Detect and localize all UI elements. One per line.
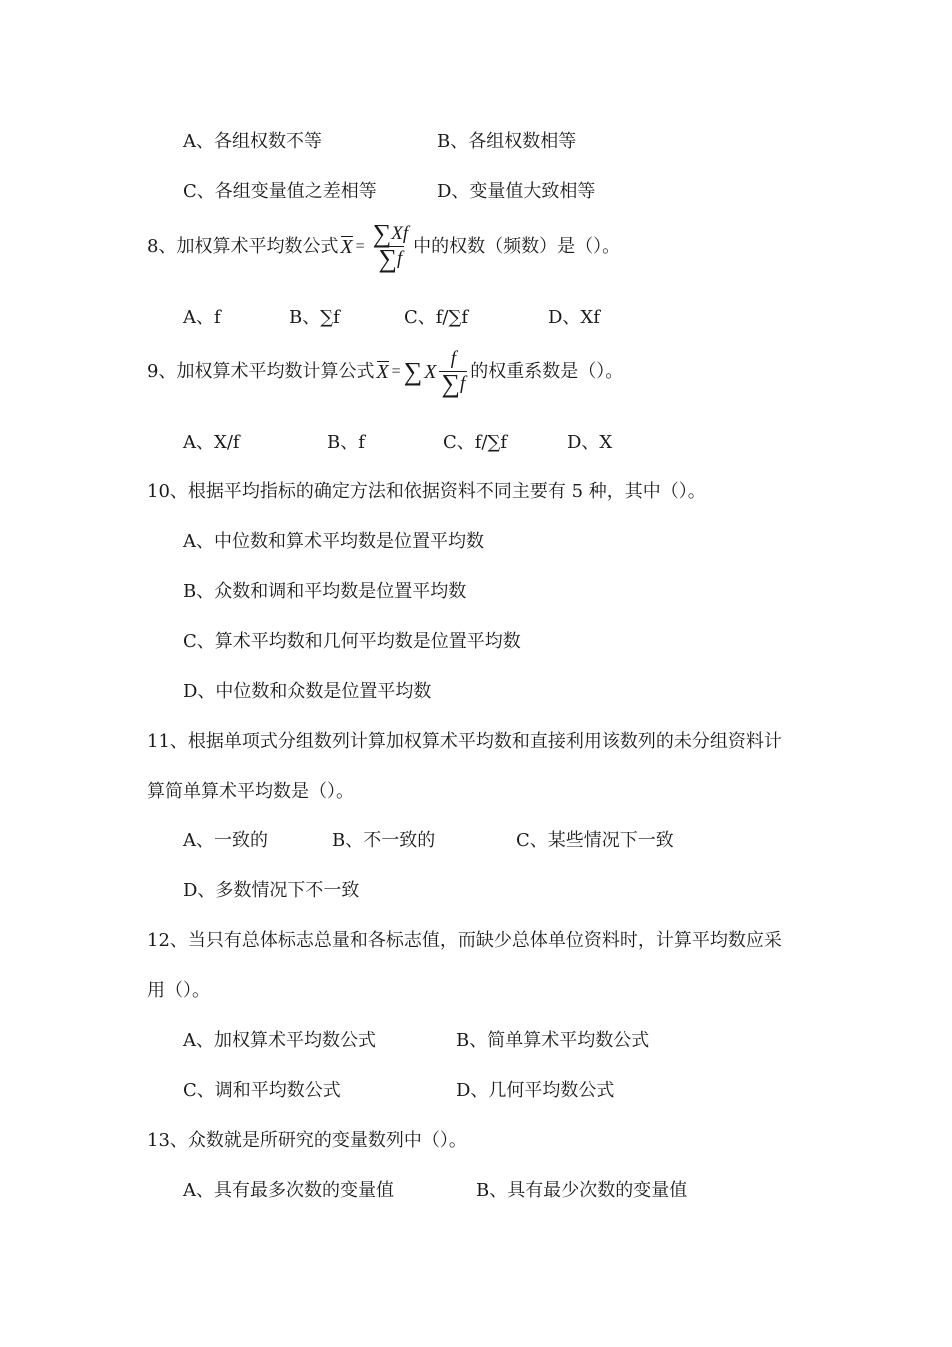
q8-formula [340,219,413,273]
q10-option-b: B、众数和调和平均数是位置平均数 [183,581,467,602]
q8-den-sigma: ∑ [378,244,398,273]
q8-suffix: 中的权数（频数）是（）。 [413,235,621,257]
q9-option-c: C、f/∑f [443,432,508,453]
q9-formula-x: X [424,360,437,383]
q8-option-d: D、Xf [548,307,600,328]
q11-option-c: C、某些情况下一致 [516,830,674,851]
q8-formula-fraction [371,219,410,273]
q9-den: f [460,373,466,394]
q9-num: f [450,348,457,369]
q11-option-a: A、一致的 [183,830,268,851]
q10-option-c: C、算术平均数和几何平均数是位置平均数 [183,631,521,652]
question-12-line-1: 12、当只有总体标志总量和各标志值，而缺少总体单位资料时，计算平均数应采 [147,930,782,951]
q8-formula-xbar: X [340,235,353,258]
q9-den-sigma: ∑ [441,369,461,398]
q13-option-a: A、具有最多次数的变量值 [183,1180,394,1201]
question-12-line-2: 用（）。 [147,980,210,1001]
q12-option-a: A、加权算术平均数公式 [183,1030,376,1051]
q9-option-a: A、X/f [183,432,240,453]
q13-option-b: B、具有最少次数的变量值 [476,1180,688,1201]
q8-prefix: 8、加权算术平均数公式 [147,235,339,257]
q9-option-b: B、f [327,432,365,453]
q7-option-a: A、各组权数不等 [183,131,322,152]
q8-num: Xf [391,223,409,244]
q9-formula-xbar: X [376,360,389,383]
q9-formula-sigma: ∑ [403,356,423,386]
q9-suffix: 的权重系数是（）。 [470,360,624,382]
q8-option-c: C、f/∑f [404,307,469,328]
q9-formula-fraction [439,347,467,396]
q8-num-sigma: ∑ [372,219,392,248]
question-8 [147,219,621,273]
q12-option-b: B、简单算术平均数公式 [456,1030,650,1051]
question-9 [147,347,623,396]
q7-option-c: C、各组变量值之差相等 [183,181,377,202]
q12-option-d: D、几何平均数公式 [456,1080,615,1101]
q7-option-b: B、各组权数相等 [437,131,577,152]
q8-formula-equals: = [355,237,365,255]
q8-den: f [397,248,403,269]
q8-option-b: B、∑f [289,307,340,328]
q9-prefix: 9、加权算术平均数计算公式 [147,360,375,382]
question-11-line-2: 算简单算术平均数是（）。 [147,781,354,802]
question-11-line-1: 11、根据单项式分组数列计算加权算术平均数和直接利用该数列的未分组资料计 [147,731,782,752]
q9-formula [376,347,470,396]
question-13: 13、众数就是所研究的变量数列中（）。 [147,1130,467,1151]
q7-option-d: D、变量值大致相等 [437,181,596,202]
q10-option-d: D、中位数和众数是位置平均数 [183,681,432,702]
q9-formula-equals: = [391,362,401,380]
q11-option-b: B、不一致的 [332,830,436,851]
question-10: 10、根据平均指标的确定方法和依据资料不同主要有 5 种，其中（）。 [147,481,706,502]
q9-option-d: D、X [567,432,613,453]
q8-option-a: A、f [183,307,221,328]
q10-option-a: A、中位数和算术平均数是位置平均数 [183,531,484,552]
q12-option-c: C、调和平均数公式 [183,1080,341,1101]
q11-option-d: D、多数情况下不一致 [183,880,360,901]
